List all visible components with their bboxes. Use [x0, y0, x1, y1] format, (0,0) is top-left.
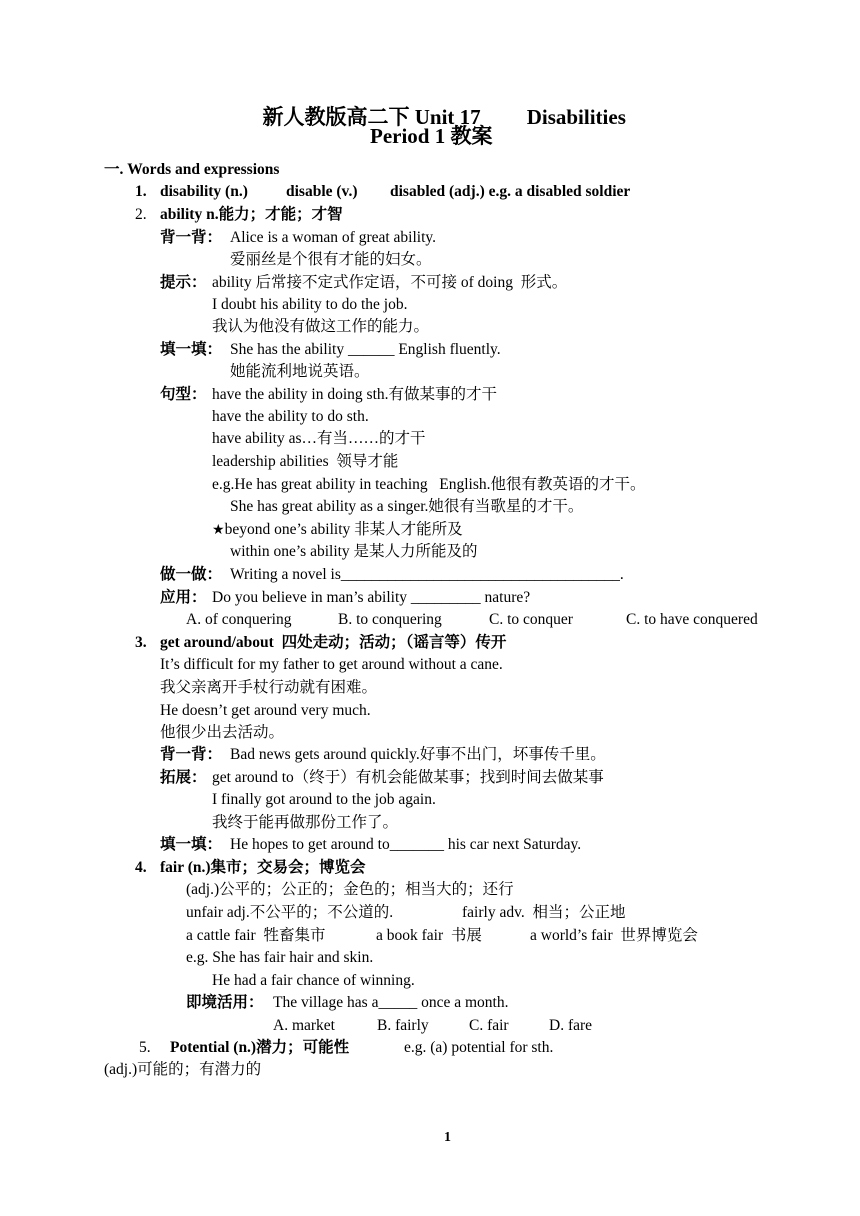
- item-2-hint-cn: 我认为他没有做这工作的能力。: [212, 318, 430, 335]
- item-5-number: 5.: [139, 1039, 151, 1056]
- item-3-fill-label: 填一填：: [160, 836, 223, 853]
- item-4-option-b: B. fairly: [377, 1017, 429, 1034]
- item-3-example-1-en: It’s difficult for my father to get around without a cane.: [160, 656, 503, 673]
- section-heading: 一. Words and expressions: [104, 161, 280, 178]
- item-3-extension-en: I finally got around to the job again.: [212, 791, 436, 808]
- item-4-option-c: C. fair: [469, 1017, 509, 1034]
- item-4-option-a: A. market: [273, 1017, 335, 1034]
- item-5-heading: Potential (n.)潜力；可能性: [170, 1039, 350, 1056]
- item-4-unfair: unfair adj.不公平的；不公道的.: [186, 904, 394, 921]
- item-3-example-1-cn: 我父亲离开手杖行动就有困难。: [160, 679, 378, 696]
- item-4-collocation-3: a world’s fair 世界博览会: [530, 927, 698, 944]
- item-4-adj: (adj.)公平的；公正的；金色的；相当大的；还行: [186, 881, 514, 898]
- title-unit: Unit 17: [414, 105, 481, 129]
- page-number: 1: [444, 1130, 451, 1145]
- item-1-disable: disable (v.): [286, 183, 358, 200]
- item-4-heading: fair (n.)集市；交易会；博览会: [160, 859, 366, 876]
- item-4-collocation-2: a book fair 书展: [376, 927, 482, 944]
- item-2-hint-label: 提示：: [160, 274, 207, 291]
- item-3-heading: get around/about 四处走动；活动；（谣言等）传开: [160, 634, 507, 651]
- item-5-example: e.g. (a) potential for sth.: [404, 1039, 554, 1056]
- item-3-example-2-en: He doesn’t get around very much.: [160, 702, 371, 719]
- item-3-recite-text: Bad news gets around quickly.好事不出门，坏事传千里。: [230, 746, 606, 763]
- item-4-option-d: D. fare: [549, 1017, 593, 1034]
- item-2-hint-en: I doubt his ability to do the job.: [212, 296, 408, 313]
- item-2-pattern-6: She has great ability as a singer.她很有当歌星的才干。: [230, 498, 584, 515]
- item-2-option-a: A. of conquering: [186, 611, 292, 628]
- item-2-pattern-8: within one’s ability 是某人力所能及的: [230, 543, 478, 560]
- item-2-pattern-3: have ability as…有当……的才干: [212, 430, 426, 447]
- item-2-do-label: 做一做：: [160, 566, 223, 583]
- item-2-recite-label: 背一背：: [160, 229, 223, 246]
- item-2-option-d: C. to have conquered: [626, 611, 758, 628]
- item-2-pattern-label: 句型：: [160, 386, 207, 403]
- star-icon: ★: [212, 522, 225, 538]
- item-2-pattern-4: leadership abilities 领导才能: [212, 453, 399, 470]
- item-2-apply-label: 应用：: [160, 589, 207, 606]
- item-1-disability: disability (n.): [160, 183, 248, 200]
- item-4-apply-text: The village has a_____ once a month.: [273, 994, 509, 1011]
- item-4-apply-label: 即境活用：: [186, 994, 264, 1011]
- item-2-pattern-7: beyond one’s ability 非某人才能所及: [224, 521, 463, 538]
- item-3-example-2-cn: 他很少出去活动。: [160, 724, 285, 741]
- item-5-adj: (adj.)可能的；有潜力的: [104, 1061, 262, 1078]
- item-3-fill-text: He hopes to get around to_______ his car next Saturday.: [230, 836, 582, 853]
- item-2-recite-cn: 爱丽丝是个很有才能的妇女。: [230, 251, 432, 268]
- item-3-extension-text: get around to（终于）有机会能做某事；找到时间去做某事: [212, 769, 604, 786]
- item-3-recite-label: 背一背：: [160, 746, 223, 763]
- item-3-number: 3.: [135, 634, 147, 651]
- item-2-fill-cn: 她能流利地说英语。: [230, 363, 370, 380]
- item-4-number: 4.: [135, 859, 147, 876]
- item-2-apply-text: Do you believe in man’s ability _________ nature?: [212, 589, 531, 606]
- item-2-heading: ability n.能力；才能；才智: [160, 206, 343, 223]
- item-2-pattern-7-line: [212, 520, 463, 540]
- title-topic: Disabilities: [526, 105, 626, 129]
- item-2-number: 2.: [135, 206, 147, 223]
- item-3-extension-cn: 我终于能再做那份工作了。: [212, 814, 399, 831]
- item-4-example-2: He had a fair chance of winning.: [212, 972, 415, 989]
- item-2-fill-label: 填一填：: [160, 341, 223, 358]
- item-4-fairly: fairly adv. 相当；公正地: [462, 904, 626, 921]
- item-2-pattern-5: e.g.He has great ability in teaching English.他很有教英语的才干。: [212, 476, 646, 493]
- item-2-recite-en: Alice is a woman of great ability.: [230, 229, 437, 246]
- page-title-line-2: Period 1 教案: [370, 124, 493, 148]
- item-1-disabled: disabled (adj.) e.g. a disabled soldier: [390, 183, 631, 200]
- item-2-option-b: B. to conquering: [338, 611, 442, 628]
- item-2-option-c: C. to conquer: [489, 611, 573, 628]
- item-4-collocation-1: a cattle fair 牲畜集市: [186, 927, 326, 944]
- item-2-pattern-2: have the ability to do sth.: [212, 408, 369, 425]
- item-4-example-1: e.g. She has fair hair and skin.: [186, 949, 374, 966]
- item-2-hint-text: ability 后常接不定式作定语，不可接 of doing 形式。: [212, 274, 568, 291]
- item-2-fill-en: She has the ability ______ English fluently.: [230, 341, 501, 358]
- item-1-number: 1.: [135, 183, 147, 200]
- item-2-pattern-1: have the ability in doing sth.有做某事的才干: [212, 386, 498, 403]
- item-2-do-text: Writing a novel is____________________________________.: [230, 566, 624, 583]
- title-chinese: 新人教版高二下: [262, 105, 410, 129]
- item-3-extension-label: 拓展：: [160, 769, 207, 786]
